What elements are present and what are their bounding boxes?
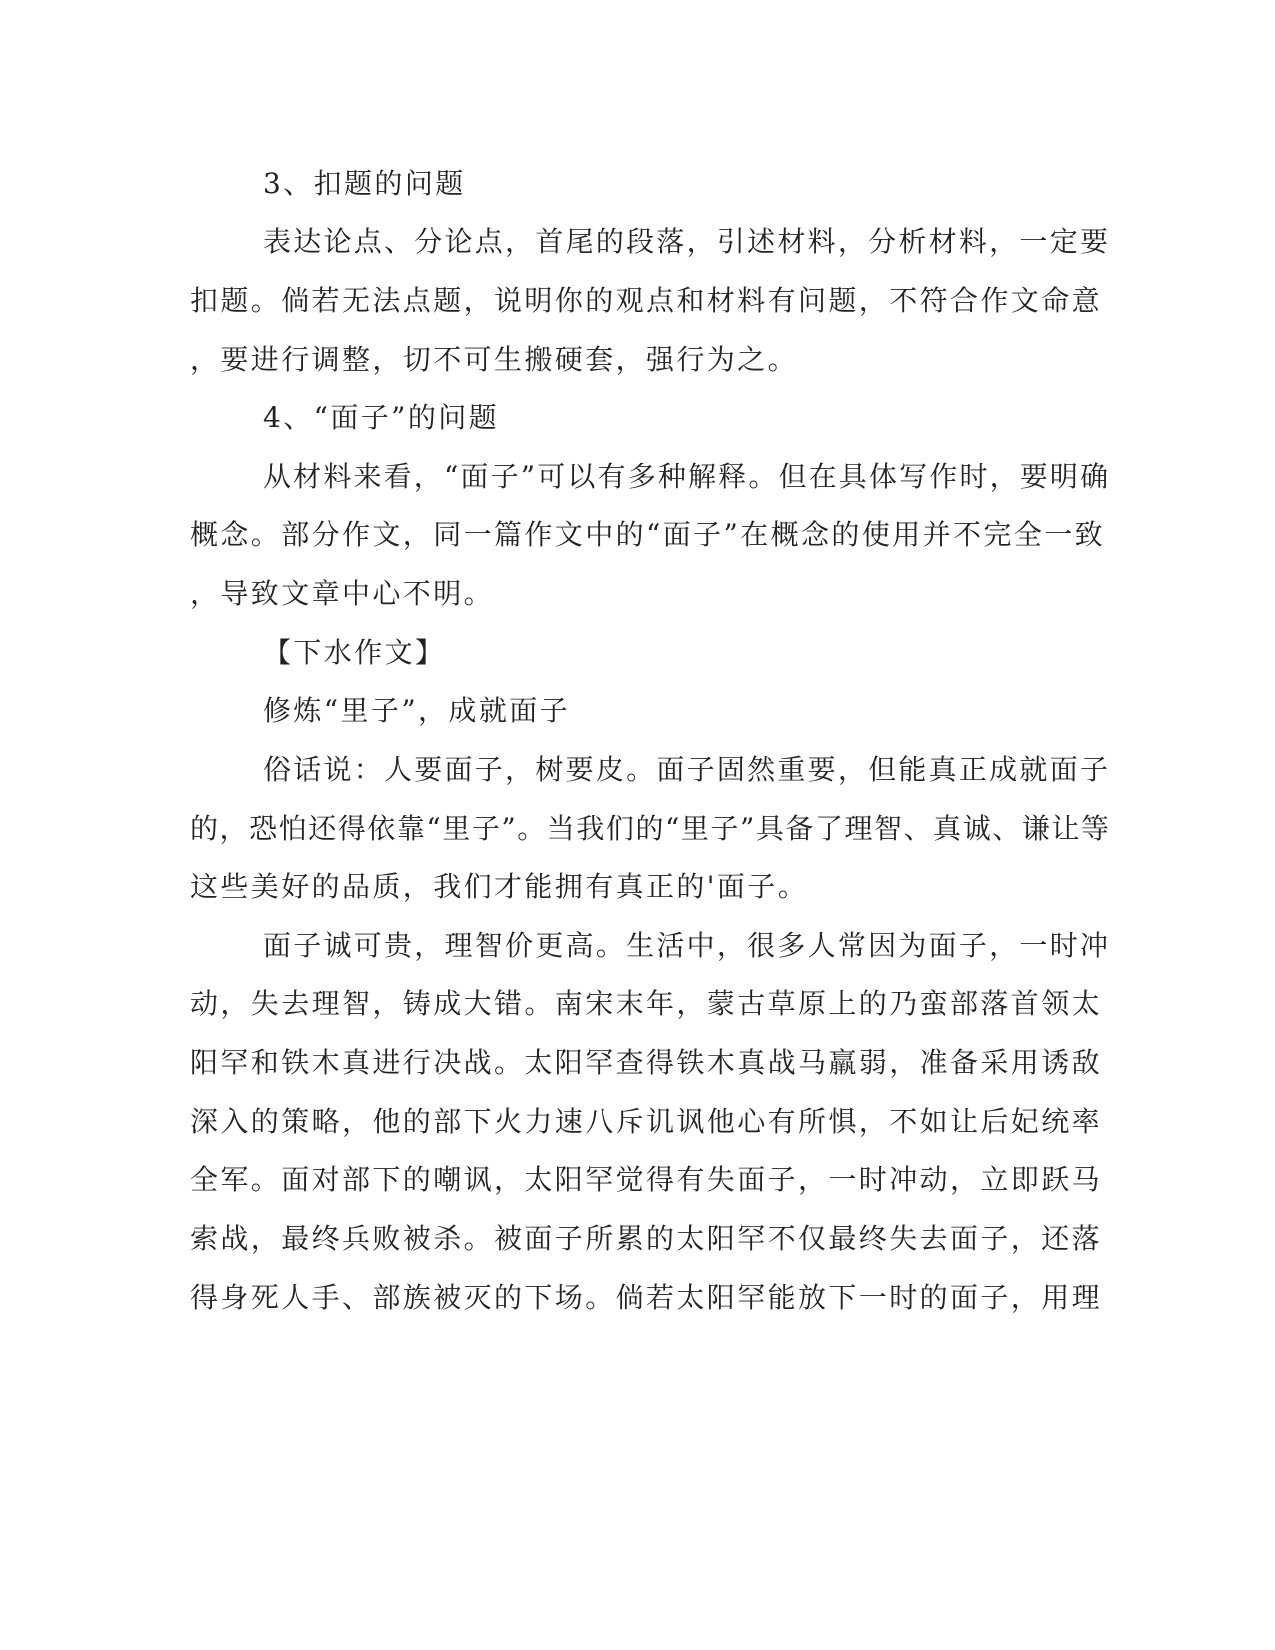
paragraph-line: 面子诚可贵，理智价更高。生活中，很多人常因为面子，一时冲 [263,929,1111,962]
paragraph-line: 扣题。倘若无法点题，说明你的观点和材料有问题，不符合作文命意 [190,284,1103,317]
paragraph-line: 概念。部分作文，同一篇作文中的“面子”在概念的使用并不完全一致 [190,518,1106,551]
paragraph-line: 俗话说：人要面子，树要皮。面子固然重要，但能真正成就面子 [263,753,1111,786]
paragraph-line: 动，失去理智，铸成大错。南宋末年，蒙古草原上的乃蛮部落首领太 [190,987,1103,1020]
paragraph-line: 深入的策略，他的部下火力速八斥讥讽他心有所惧，不如让后妃统率 [190,1105,1103,1138]
paragraph-line: 从材料来看，“面子”可以有多种解释。但在具体写作时，要明确 [263,460,1111,493]
essay-title: 修炼“里子”，成就面子 [263,694,571,727]
paragraph-line: 索战，最终兵败被杀。被面子所累的太阳罕不仅最终失去面子，还落 [190,1222,1103,1255]
paragraph-line: ，导致文章中心不明。 [190,577,495,610]
paragraph-line: 这些美好的品质，我们才能拥有真正的'面子。 [190,870,809,903]
paragraph-line: 得身死人手、部族被灭的下场。倘若太阳罕能放下一时的面子，用理 [190,1281,1103,1314]
paragraph-line: 阳罕和铁木真进行决战。太阳罕查得铁木真战马羸弱，准备采用诱敌 [190,1046,1103,1079]
section-heading: 【下水作文】 [263,636,446,669]
paragraph-line: ，要进行调整，切不可生搬硬套，强行为之。 [190,343,799,376]
paragraph-line: 的，恐怕还得依靠“里子”。当我们的“里子”具备了理智、真诚、谦让等 [190,812,1111,845]
section-heading: 4、“面子”的问题 [263,401,500,434]
paragraph-line: 全军。面对部下的嘲讽，太阳罕觉得有失面子，一时冲动，立即跃马 [190,1163,1103,1196]
section-heading: 3、扣题的问题 [263,167,466,200]
paragraph-line: 表达论点、分论点，首尾的段落，引述材料，分析材料，一定要 [263,225,1111,258]
